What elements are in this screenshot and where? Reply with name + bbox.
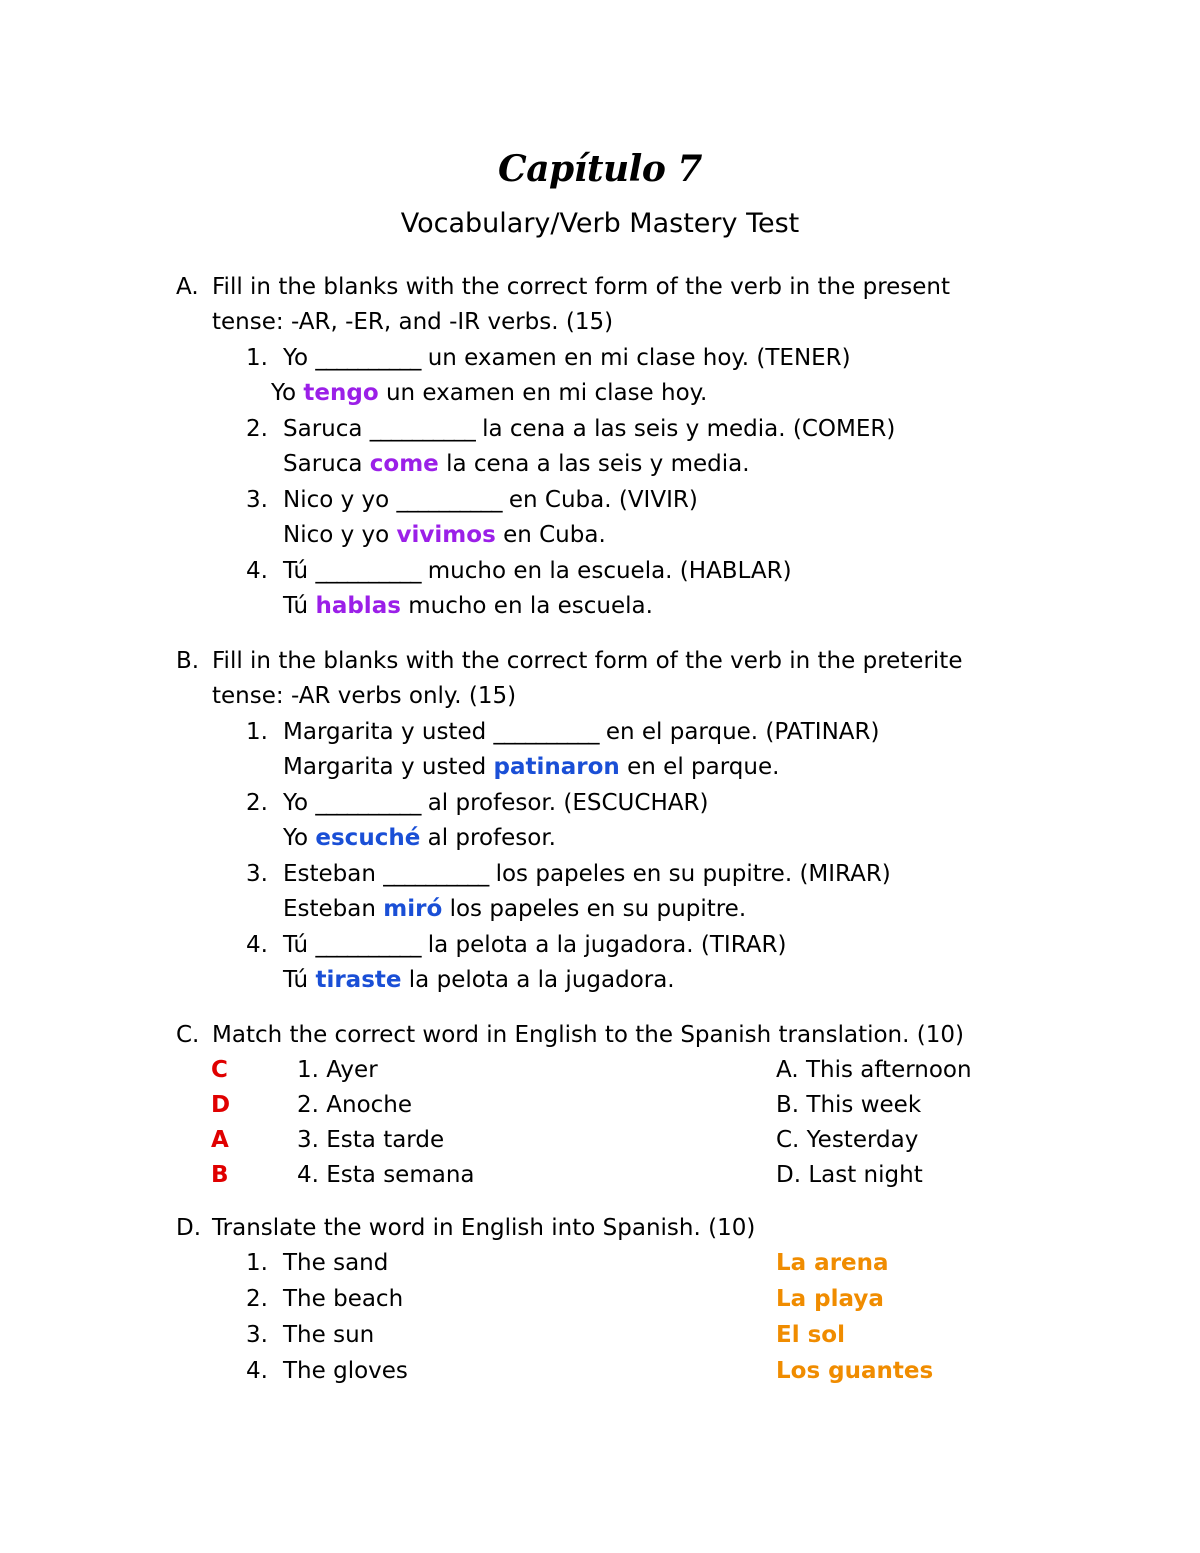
answer-pre: Yo (271, 380, 297, 406)
answer-pre: Tú (283, 967, 309, 993)
section-a-instruction-2 (212, 307, 613, 337)
prompt-pre: Nico y yo (283, 487, 390, 513)
english-term: The sun (283, 1322, 375, 1348)
filled-answer: tiraste (315, 967, 402, 993)
question-number: 3. (246, 487, 268, 513)
prompt-pre: Tú (283, 932, 309, 958)
filled-answer: come (369, 451, 439, 477)
section-a-marker (176, 272, 199, 302)
instruction-text: tense: -AR, -ER, and -IR verbs. (15) (212, 309, 614, 335)
section-marker: C. (176, 1022, 200, 1048)
instruction-text: Translate the word in English into Spanish. (10) (212, 1215, 756, 1241)
prompt-pre: Saruca (283, 416, 363, 442)
filled-answer: miró (383, 896, 443, 922)
answer-post: la pelota a la jugadora. (408, 967, 675, 993)
prompt-post: la pelota a la jugadora. (TIRAR) (427, 932, 787, 958)
question-prompt-1 (246, 343, 268, 373)
english-term: A. This afternoon (776, 1057, 972, 1083)
match-answer-letter: D (211, 1092, 231, 1118)
english-term: B. This week (776, 1092, 922, 1118)
question-prompt-3 (246, 859, 268, 889)
filled-answer: patinaron (493, 754, 620, 780)
section-b-instruction-1 (212, 646, 962, 676)
section-d-marker (176, 1213, 201, 1243)
english-term: The sand (283, 1250, 389, 1276)
answer-post: mucho en la escuela. (408, 593, 653, 619)
match-english-4 (776, 1160, 923, 1190)
section-d-instruction (212, 1213, 755, 1243)
answer-pre: Margarita y usted (283, 754, 487, 780)
question-text-1 (283, 717, 879, 747)
instruction-text: Fill in the blanks with the correct form of the verb in the preterite (212, 648, 963, 674)
match-spanish-3 (297, 1125, 444, 1155)
question-text-1 (283, 343, 851, 373)
prompt-pre: Yo (283, 790, 309, 816)
spanish-term: 3. Esta tarde (297, 1127, 445, 1153)
translate-number-4 (246, 1356, 268, 1386)
answer-post: en el parque. (627, 754, 780, 780)
answer-post: los papeles en su pupitre. (449, 896, 747, 922)
page-subtitle: Vocabulary/Verb Mastery Test (400, 208, 800, 239)
answer-post: un examen en mi clase hoy. (385, 380, 708, 406)
filled-answer: escuché (315, 825, 421, 851)
answer-blank: __________ (315, 932, 421, 958)
answer-sentence-2 (283, 823, 556, 853)
answer-pre: Esteban (283, 896, 376, 922)
question-text-2 (283, 414, 895, 444)
prompt-pre: Esteban (283, 861, 376, 887)
answer-sentence-3 (283, 520, 606, 550)
answer-post: al profesor. (427, 825, 556, 851)
answer-blank: __________ (383, 861, 489, 887)
translate-english-4 (283, 1356, 408, 1386)
question-text-4 (283, 556, 792, 586)
translate-number-2 (246, 1284, 268, 1314)
prompt-post: un examen en mi clase hoy. (TENER) (427, 345, 851, 371)
prompt-post: en el parque. (PATINAR) (605, 719, 880, 745)
answer-sentence-4 (283, 965, 675, 995)
match-spanish-1 (297, 1055, 378, 1085)
question-number: 3. (246, 861, 268, 887)
spanish-answer: El sol (776, 1322, 845, 1348)
question-number: 2. (246, 790, 268, 816)
match-answer-2 (211, 1090, 230, 1120)
english-term: D. Last night (776, 1162, 923, 1188)
answer-sentence-4 (283, 591, 653, 621)
filled-answer: hablas (315, 593, 401, 619)
filled-answer: vivimos (396, 522, 496, 548)
translate-answer-4 (776, 1356, 933, 1386)
question-prompt-2 (246, 414, 268, 444)
match-answer-letter: A (211, 1127, 229, 1153)
answer-pre: Yo (283, 825, 309, 851)
spanish-answer: La playa (776, 1286, 884, 1312)
instruction-text: Match the correct word in English to the Spanish translation. (10) (212, 1022, 964, 1048)
section-c-marker (176, 1020, 199, 1050)
section-c-instruction (212, 1020, 964, 1050)
match-answer-letter: C (211, 1057, 228, 1083)
filled-answer: tengo (303, 380, 379, 406)
prompt-pre: Tú (283, 558, 309, 584)
translate-answer-3 (776, 1320, 845, 1350)
translate-answer-1 (776, 1248, 889, 1278)
answer-blank: __________ (396, 487, 502, 513)
question-text-2 (283, 788, 708, 818)
match-english-1 (776, 1055, 972, 1085)
answer-post: en Cuba. (503, 522, 606, 548)
answer-sentence-1 (271, 378, 707, 408)
translate-english-3 (283, 1320, 374, 1350)
question-prompt-4 (246, 556, 268, 586)
question-text-3 (283, 859, 891, 889)
answer-blank: __________ (315, 790, 421, 816)
prompt-pre: Margarita y usted (283, 719, 487, 745)
section-a-instruction-1 (212, 272, 950, 302)
instruction-text: Fill in the blanks with the correct form of the verb in the present (212, 274, 951, 300)
translate-english-2 (283, 1284, 403, 1314)
answer-pre: Tú (283, 593, 309, 619)
answer-blank: __________ (315, 345, 421, 371)
english-term: The gloves (283, 1358, 408, 1384)
answer-blank: __________ (493, 719, 599, 745)
section-marker: D. (176, 1215, 202, 1241)
match-spanish-2 (297, 1090, 412, 1120)
question-number: 4. (246, 558, 268, 584)
prompt-pre: Yo (283, 345, 309, 371)
match-answer-3 (211, 1125, 229, 1155)
match-english-2 (776, 1090, 921, 1120)
spanish-term: 2. Anoche (297, 1092, 413, 1118)
spanish-answer: La arena (776, 1250, 889, 1276)
translate-number-1 (246, 1248, 268, 1278)
match-answer-4 (211, 1160, 229, 1190)
spanish-term: 1. Ayer (297, 1057, 378, 1083)
section-b-marker (176, 646, 199, 676)
section-marker: A. (176, 274, 199, 300)
english-term: The beach (283, 1286, 404, 1312)
match-answer-1 (211, 1055, 228, 1085)
prompt-post: en Cuba. (VIVIR) (508, 487, 698, 513)
question-number: 1. (246, 719, 268, 745)
question-number: 2. (246, 416, 268, 442)
answer-sentence-1 (283, 752, 779, 782)
question-number: 1. (246, 345, 268, 371)
spanish-term: 4. Esta semana (297, 1162, 475, 1188)
page-title: Capítulo 7 (498, 148, 702, 190)
answer-post: la cena a las seis y media. (446, 451, 750, 477)
question-number: 1. (246, 1250, 268, 1276)
match-spanish-4 (297, 1160, 475, 1190)
question-number: 4. (246, 1358, 268, 1384)
instruction-text: tense: -AR verbs only. (15) (212, 683, 517, 709)
spanish-answer: Los guantes (776, 1358, 934, 1384)
match-english-3 (776, 1125, 918, 1155)
match-answer-letter: B (211, 1162, 229, 1188)
prompt-post: la cena a las seis y media. (COMER) (482, 416, 896, 442)
question-prompt-3 (246, 485, 268, 515)
answer-pre: Nico y yo (283, 522, 390, 548)
question-text-3 (283, 485, 698, 515)
section-b-instruction-2 (212, 681, 516, 711)
prompt-post: los papeles en su pupitre. (MIRAR) (495, 861, 891, 887)
question-number: 2. (246, 1286, 268, 1312)
question-prompt-2 (246, 788, 268, 818)
translate-answer-2 (776, 1284, 884, 1314)
answer-sentence-3 (283, 894, 746, 924)
answer-pre: Saruca (283, 451, 363, 477)
answer-blank: __________ (369, 416, 475, 442)
question-number: 4. (246, 932, 268, 958)
english-term: C. Yesterday (776, 1127, 919, 1153)
prompt-post: mucho en la escuela. (HABLAR) (427, 558, 792, 584)
section-marker: B. (176, 648, 200, 674)
question-text-4 (283, 930, 786, 960)
translate-number-3 (246, 1320, 268, 1350)
answer-blank: __________ (315, 558, 421, 584)
answer-sentence-2 (283, 449, 750, 479)
question-number: 3. (246, 1322, 268, 1348)
question-prompt-1 (246, 717, 268, 747)
question-prompt-4 (246, 930, 268, 960)
translate-english-1 (283, 1248, 388, 1278)
prompt-post: al profesor. (ESCUCHAR) (427, 790, 709, 816)
